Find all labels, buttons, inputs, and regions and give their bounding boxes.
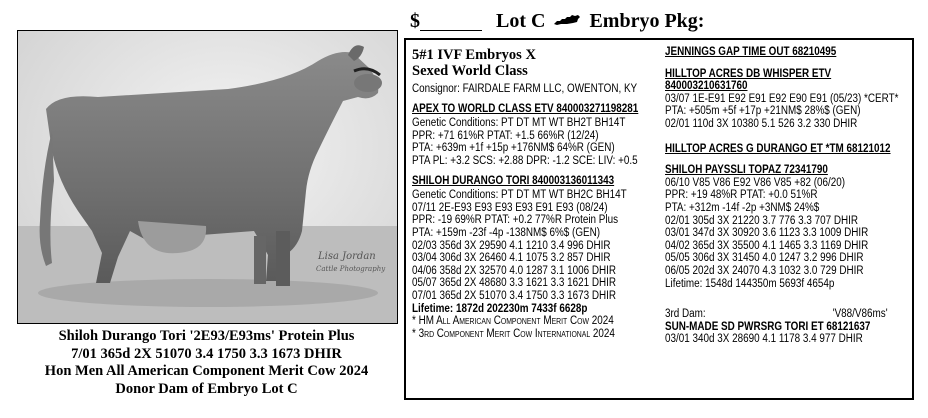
dam-of-sire-pta: PTA: +505m +5f +17p +21NM$ 28%$ (GEN): [665, 105, 861, 118]
price-label: $: [410, 9, 420, 32]
offering-title-line-2: Sexed World Class: [412, 63, 528, 79]
third-dam-row: [665, 308, 906, 321]
pedigree-right-column: [665, 40, 911, 346]
dam-record: 07/01 365d 2X 51070 3.4 1750 3.3 1673 DHIR: [412, 289, 617, 302]
dam-of-sire-classification: 03/07 1E-E91 E92 E91 E92 E90 E91 (05/23) *CERT*: [665, 92, 899, 105]
sire-pta: PTA: +639m +1f +15p +176NM$ 64%R (GEN): [412, 142, 615, 155]
lot-label: Lot C: [496, 9, 546, 32]
third-dam-label: 3rd Dam:: [665, 308, 706, 321]
third-dam-sire: SUN-MADE SD PWRSRG TORI ET 68121637: [665, 320, 871, 333]
embryo-package-label: Embryo Pkg:: [589, 9, 705, 32]
third-dam-score: 'V88/V86ms': [832, 308, 888, 321]
dam-record: 02/03 356d 3X 29590 4.1 1210 3.4 996 DHIR: [412, 239, 611, 252]
dam-genetic-conditions: Genetic Conditions: PT DT MT WT BH2C BH14T: [412, 189, 627, 202]
granddam-name: SHILOH PAYSSLI TOPAZ 72341790: [665, 164, 828, 177]
caption-line-4: Donor Dam of Embryo Lot C: [115, 380, 298, 397]
dam-of-sire-reg: 840003210631760: [665, 80, 748, 93]
dam-ppr: PPR: -19 69%R PTAT: +0.2 77%R Protein Plus: [412, 214, 619, 227]
sire-name: APEX TO WORLD CLASS ETV 840003271198281: [412, 102, 639, 115]
cow-illustration: [18, 31, 397, 323]
sire-of-sire: JENNINGS GAP TIME OUT 68210495: [665, 46, 837, 58]
dam-record: 03/04 306d 3X 26460 4.1 1075 3.2 857 DHIR: [412, 252, 611, 265]
granddam-classification: 06/10 V85 V86 E92 V86 V85 +82 (06/20): [665, 176, 846, 189]
granddam-lifetime: Lifetime: 1548d 144350m 5693f 4654p: [665, 277, 835, 290]
dam-of-sire-record: 02/01 110d 3X 10380 5.1 526 3.2 330 DHIR: [665, 117, 858, 130]
dam-lifetime: Lifetime: 1872d 202230m 7433f 6628p: [412, 302, 588, 315]
granddam-record: 02/01 305d 3X 21220 3.7 776 3.3 707 DHIR: [665, 214, 859, 227]
granddam-record: 03/01 347d 3X 30920 3.6 1123 3.3 1009 DHIR: [665, 227, 869, 240]
granddam-record: 06/05 202d 3X 24070 4.3 1032 3.0 729 DHIR: [665, 264, 864, 277]
offering-title-line-1: 5#1 IVF Embryos X: [412, 47, 536, 63]
granddam-record: 05/05 306d 3X 31450 4.0 1247 3.2 996 DHIR: [665, 252, 864, 265]
photo-caption: [17, 328, 396, 398]
pedigree-left-column: [412, 40, 662, 340]
granddam-ppr: PPR: +19 48%R PTAT: +0.0 51%R: [665, 189, 818, 202]
photographer-watermark-sub: Cattle Photography: [316, 265, 386, 273]
sire-ppr: PPR: +71 61%R PTAT: +1.5 66%R (12/24): [412, 129, 599, 142]
dam-pta: PTA: +159m -23f -4p -138NM$ 6%$ (GEN): [412, 226, 601, 239]
kentucky-state-icon: [553, 10, 581, 33]
caption-line-3: Hon Men All American Component Merit Cow 2024: [44, 363, 369, 379]
dam-honor: * HM All American Component Merit Cow 2024: [412, 315, 614, 328]
cow-photo: [17, 30, 398, 324]
granddam-pta: PTA: +312m -14f -2p +3NM$ 24%$: [665, 201, 820, 214]
dam-classification: 07/11 2E-E93 E93 E93 E93 E91 E93 (08/24): [412, 201, 608, 214]
price-blank-line: [420, 12, 482, 31]
sire-of-dam: HILLTOP ACRES G DURANGO ET *TM 68121012: [665, 142, 891, 155]
dam-record: 04/06 358d 2X 32570 4.0 1287 3.1 1006 DHIR: [412, 264, 617, 277]
sire-pta-pl: PTA PL: +3.2 SCS: +2.88 DPR: -1.2 SCE: LIV: +0.5: [412, 154, 638, 167]
dam-record: 05/07 365d 2X 48680 3.3 1621 3.3 1621 DHIR: [412, 277, 617, 290]
dam-name: SHILOH DURANGO TORI 840003136011343: [412, 174, 615, 187]
caption-line-1: Shiloh Durango Tori '2E93/E93ms' Protein Plus: [58, 328, 355, 344]
lot-header: [410, 6, 704, 36]
caption-line-2: 7/01 365d 2X 51070 3.4 1750 3.3 1673 DHIR: [71, 345, 342, 362]
dam-honor: * 3rd Component Merit Cow International 2024: [412, 327, 615, 340]
pedigree-box: [404, 38, 914, 400]
third-dam-record: 03/01 340d 3X 28690 4.1 1178 3.4 977 DHIR: [665, 333, 863, 346]
granddam-record: 04/02 365d 3X 35500 4.1 1465 3.3 1169 DHIR: [665, 239, 869, 252]
sire-genetic-conditions: Genetic Conditions: PT DT MT WT BH2T BH14T: [412, 117, 626, 130]
dam-of-sire-name: HILLTOP ACRES DB WHISPER ETV: [665, 67, 832, 80]
photographer-watermark: Lisa Jordan: [318, 251, 376, 262]
consignor: Consignor: FAIRDALE FARM LLC, OWENTON, KY: [412, 83, 638, 95]
